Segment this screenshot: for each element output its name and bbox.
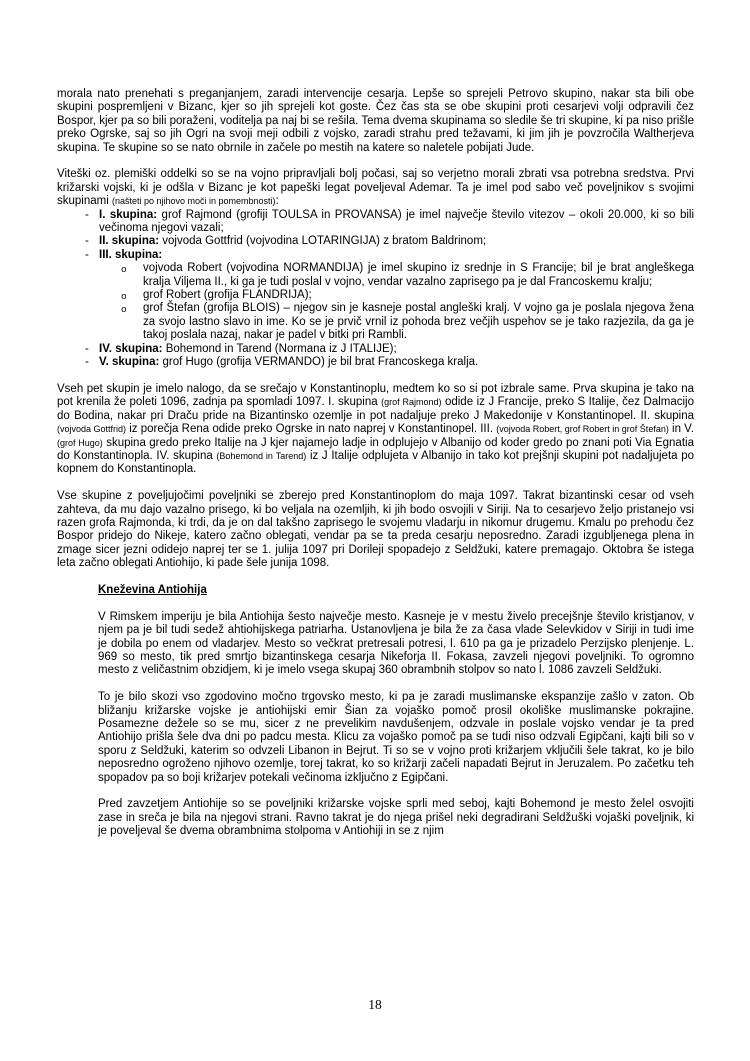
circle-bullet: o — [121, 291, 127, 303]
document-body — [57, 88, 694, 839]
list-item-group-3b — [57, 289, 694, 302]
text-run: morala nato prenehati s preganjanjem, zaradi intervencije cesarja. Lepše so sprejeli Petrovo skupino, nakar sta bili obe skupini pospremljeni v Bizanc, kjer so jih sprejeli kot goste. Čez čas sta se obe skupini proti cesarjevi volji odpravili čez Bospor, kjer pa so bili poraženi, voditelja pa naj bi se rešila. Tema dvema skupinama so sledile še tri skupine, ki pa niso prišle preko Ogrske, saj so jih Ogri na svoji meji odbili z vojsko, zaradi strahu pred težavami, ki jim jih je povzročila Waltherjeva skupina. Te skupine so se nato obrnile in začele po mestih na katere so naletele pobijati Jude. — [57, 88, 694, 154]
para-knights-preparation — [57, 168, 694, 208]
text-run: (Bohemond in Tarend) — [216, 450, 307, 461]
text-run: III. skupina: — [99, 248, 163, 261]
para-antioch-history — [98, 611, 694, 678]
text-run: (našteti po njihovo moči in pomembnosti) — [111, 196, 276, 207]
text-run: grof Rajmond (grofiji TOULSA in PROVANSA) je imel največje število vitezov – okoli 20.000, ki so bili večinoma njegovi vazali; — [99, 208, 695, 235]
para-routes — [57, 383, 694, 477]
dash-bullet: - — [85, 208, 89, 221]
text-run: V Rimskem imperiju je bila Antiohija šesto največje mesto. Kasneje je v mestu živelo precejšnje število kristjanov, v njem pa je bil tudi sedež ahtiohijskega patriarha. Ustanovljena je bila že za časa vlade Selevkidov v Siriji in tudi ime je dobila po enem od vladarjev. Mesto so večkrat pretresali potresi, l. 610 pa ga je prizadelo Perzijsko plenjenje. L. 969 so mesto, tik pred smrtjo bizantinskega cesarja Nikeforja II. Fokasa, zavzeli njegovi poveljniki. To ogromno mesto z veličastnim obzidjem, ki je imelo vsega skupaj 360 obrambnih stolpov so nato l. 1086 zavzeli Seldžuki. — [98, 610, 694, 677]
list-item-group-5 — [57, 356, 694, 369]
circle-bullet: o — [121, 264, 127, 276]
dash-bullet: - — [85, 248, 89, 261]
text-run: vojvoda Robert (vojvodina NORMANDIJA) je imel skupino iz srednje in S Francije; bil je brat angleškega kralja Viljema II., ki ga je tudi poslal v vojno, vendar vazalno zaprisego pa je dal Francoskemu kralju; — [143, 262, 694, 288]
text-run: grof Štefan (grofija BLOIS) – njegov sin je kasneje postal angleški kralj. V vojno ga je poslala njegova žena za svojo lastno slavo in ime. Ko se je prvič vrnil iz pohoda brez večjih uspehov se je tako razjezila, da ga je takoj poslala nazaj, nakar je padel v bitki pri Rambli. — [143, 302, 694, 342]
list-item-group-3 — [57, 249, 694, 262]
para-antioch-trade — [98, 691, 694, 785]
text-run: : — [275, 195, 279, 208]
text-run: (grof Hugo) — [57, 437, 103, 448]
text-run: Viteški oz. plemiški oddelki so se na vojno pripravljali bolj počasi, saj so verjetno morali zbrati vsa potrebna sredstva. Prvi križarski vojski, ki je odšla v Bizanc je kot papeški legat poveljeval Ademar. Ta je imel pod sabo več poveljnikov s svojimi skupinami — [57, 168, 694, 208]
text-run: Pred zavzetjem Antiohije so se poveljniki križarske vojske sprli med seboj, kajti Bohemond je mesto želel osvojiti zase in sreča je bila na njegovi strani. Ravno takrat je do njega prišel neki degradirani Seldžuški vojaški poveljnik, ki je poveljeval še dvema obrambnima stolpoma v Antiohiji in se z njim — [98, 798, 694, 838]
para-persecution — [57, 88, 694, 155]
list-item-group-2 — [57, 235, 694, 248]
text-run: IV. skupina: — [99, 342, 163, 355]
text-run: Kneževina Antiohija — [98, 583, 207, 596]
para-constantinople-oath — [57, 490, 694, 570]
text-run: grof Hugo (grofija VERMANDO) je bil brat Francoskega kralja. — [159, 356, 479, 369]
heading-knezevina-antiohija — [98, 584, 694, 597]
list-item-group-4 — [57, 343, 694, 356]
list-item-group-1 — [57, 209, 694, 236]
para-antioch-quarrel — [98, 798, 694, 838]
text-run: (vojvoda Gottfrid) — [57, 424, 127, 435]
list-item-group-3c — [57, 302, 694, 342]
text-run: grof Robert (grofija FLANDRIJA); — [143, 289, 312, 302]
text-run: skupina gredo preko Italije na J kjer najamejo ladje in odplujejo v Albanijo od koder gredo po znani poti Via Egnatia do Konstantinopla. IV. skupina — [57, 436, 694, 462]
text-run: I. skupina: — [99, 208, 158, 221]
dash-bullet: - — [85, 235, 89, 248]
circle-bullet: o — [121, 304, 127, 316]
text-run: iz J Italije odplujeta v Albanijo in tako kot prejšnji skupini pot nadaljujeta po kopnem do Konstantinopla. — [57, 449, 695, 476]
text-run: Bohemond in Tarend (Normana iz J ITALIJE); — [162, 342, 397, 355]
text-run: II. skupina: — [99, 235, 160, 248]
text-run: vojvoda Gottfrid (vojvodina LOTARINGIJA) z bratom Baldrinom; — [159, 235, 487, 248]
text-run: iz porečja Rena odide preko Ogrske in nato naprej v Konstantinopel. III. — [126, 423, 497, 436]
text-run: (grof Rajmond) — [381, 397, 442, 408]
text-run: Vseh pet skupin je imelo nalogo, da se srečajo v Konstantinoplu, medtem ko so si pot izbrale same. Prva skupina je tako na pot krenila že poleti 1096, zadnja pa spomladi 1097. I. skupina — [57, 382, 694, 409]
text-run: Vse skupine z poveljujočimi poveljniki se zberejo pred Konstantinoplom do maja 1097. Takrat bizantinski cesar od vseh zahteva, da mu dajo vazalno prisego, ki bo veljala na ozemljih, ki jih bodo osvojili v Siriji. Na to cesarjevo željo pristanejo vsi razen grofa Rajmonda, ki trdi, da je on dal takšno zaprisego le svojemu vladarju in nikomur drugemu. Kmalu po prehodu čez Bospor pridejo do Nikeje, katero začno oblegati, vendar pa se ta preda cesarju neposredno. Zaradi izgubljenega plena in zmage sicer jezni odidejo naprej ter se 1. julija 1097 pri Dorileji spopadejo z Seldžuki, katere premagajo. Oktobra še istega leta začno oblegati Antiohijo, ki pade šele junija 1098. — [57, 490, 694, 570]
dash-bullet: - — [85, 342, 89, 355]
text-run: odide iz J Francije, preko S Italije, čez Dalmacijo do Bodina, nakar pri Draču pride na Bizantinsko ozemlje in pot nadaljuje preko J Makedonije v Konstantinopel. II. skupina — [57, 396, 694, 422]
text-run: in V. — [668, 423, 694, 436]
text-run: To je bilo skozi vso zgodovino močno trgovsko mesto, ki pa je zaradi muslimanske ekspanzije zašlo v zaton. Ob bližanju križarske vojske je antiohijski emir Šian za vojaško pomoč prosil okoliške muslimanske pokrajine. Posamezne dežele so se mu, sicer z ne prevelikim navdušenjem, odzvale in poslale vojsko vendar je ta pred Antiohijo prišla šele dva dni po padcu mesta. Klicu za vojaško pomoč pa se tudi niso odzvali Egipčani, kajti bili so v sporu z Seldžuki, katerim so odvzeli Libanon in Bejrut. Ti so se v vojno proti križarjem vključili šele takrat, ko je bilo neposredno ogroženo njihovo ozemlje, torej takrat, ko so križarji začeli napadati Bejrut in Jeruzalem. Po začetku teh spopadov pa so boji križarjev potekali večinoma izključno z Egipčani. — [98, 691, 694, 784]
text-run: V. skupina: — [99, 356, 160, 369]
page-number: 18 — [368, 997, 382, 1012]
text-run: (vojvoda Robert, grof Robert in grof Štefan) — [496, 424, 669, 435]
dash-bullet: - — [85, 356, 89, 369]
list-item-group-3a — [57, 262, 694, 289]
